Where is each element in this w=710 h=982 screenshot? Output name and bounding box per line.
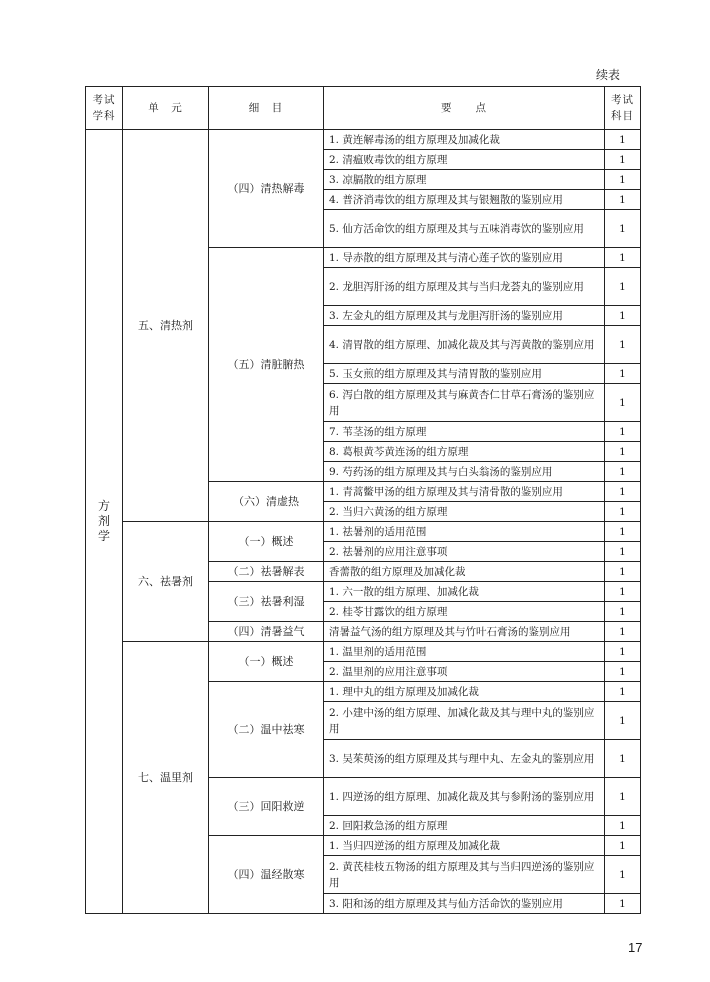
continued-label: 续表 xyxy=(596,68,621,82)
point-cell: 1. 理中丸的组方原理及加减化裁 xyxy=(324,682,605,702)
exam-value-cell: 1 xyxy=(605,856,641,894)
exam-value-cell: 1 xyxy=(605,482,641,502)
exam-value-cell: 1 xyxy=(605,268,641,306)
point-cell: 2. 小建中汤的组方原理、加减化裁及其与理中丸的鉴别应用 xyxy=(324,702,605,740)
header-unit: 单 元 xyxy=(123,87,209,130)
item-cell: （一）概述 xyxy=(209,522,324,562)
point-cell: 3. 凉膈散的组方原理 xyxy=(324,170,605,190)
exam-value-cell: 1 xyxy=(605,740,641,778)
exam-value-cell: 1 xyxy=(605,422,641,442)
table-header-row xyxy=(86,87,641,130)
item-cell: （三）回阳救逆 xyxy=(209,778,324,836)
point-cell: 7. 苇茎汤的组方原理 xyxy=(324,422,605,442)
point-cell: 2. 龙胆泻肝汤的组方原理及其与当归龙荟丸的鉴别应用 xyxy=(324,268,605,306)
point-cell: 2. 桂苓甘露饮的组方原理 xyxy=(324,602,605,622)
exam-value-cell: 1 xyxy=(605,662,641,682)
header-points: 要 点 xyxy=(324,87,605,130)
header-subject: 考试学科 xyxy=(86,87,123,130)
item-cell: （四）清热解毒 xyxy=(209,130,324,248)
table-row xyxy=(86,130,641,150)
exam-value-cell: 1 xyxy=(605,190,641,210)
point-cell: 1. 四逆汤的组方原理、加减化裁及其与参附汤的鉴别应用 xyxy=(324,778,605,816)
point-cell: 5. 玉女煎的组方原理及其与清胃散的鉴别应用 xyxy=(324,364,605,384)
header-item: 细 目 xyxy=(209,87,324,130)
point-cell: 1. 导赤散的组方原理及其与清心莲子饮的鉴别应用 xyxy=(324,248,605,268)
item-cell: （二）温中祛寒 xyxy=(209,682,324,778)
exam-value-cell: 1 xyxy=(605,702,641,740)
point-cell: 2. 温里剂的应用注意事项 xyxy=(324,662,605,682)
item-cell: （三）祛暑利湿 xyxy=(209,582,324,622)
unit-cell: 六、祛暑剂 xyxy=(123,522,209,642)
exam-value-cell: 1 xyxy=(605,522,641,542)
exam-value-cell: 1 xyxy=(605,816,641,836)
exam-value-cell: 1 xyxy=(605,364,641,384)
item-cell: （四）清暑益气 xyxy=(209,622,324,642)
page-number: 17 xyxy=(628,940,643,955)
exam-value-cell: 1 xyxy=(605,170,641,190)
point-cell: 1. 青蒿鳖甲汤的组方原理及其与清骨散的鉴别应用 xyxy=(324,482,605,502)
exam-value-cell: 1 xyxy=(605,502,641,522)
header-exam: 考试科目 xyxy=(605,87,641,130)
item-cell: （二）祛暑解表 xyxy=(209,562,324,582)
unit-cell: 七、温里剂 xyxy=(123,642,209,914)
table-row xyxy=(86,522,641,542)
item-cell: （一）概述 xyxy=(209,642,324,682)
point-cell: 2. 当归六黄汤的组方原理 xyxy=(324,502,605,522)
point-cell: 4. 普济消毒饮的组方原理及其与银翘散的鉴别应用 xyxy=(324,190,605,210)
exam-value-cell: 1 xyxy=(605,542,641,562)
point-cell: 2. 黄芪桂枝五物汤的组方原理及其与当归四逆汤的鉴别应用 xyxy=(324,856,605,894)
point-cell: 香薷散的组方原理及加减化裁 xyxy=(324,562,605,582)
table-body xyxy=(86,130,641,914)
point-cell: 3. 左金丸的组方原理及其与龙胆泻肝汤的鉴别应用 xyxy=(324,306,605,326)
point-cell: 9. 芍药汤的组方原理及其与白头翁汤的鉴别应用 xyxy=(324,462,605,482)
exam-value-cell: 1 xyxy=(605,562,641,582)
exam-value-cell: 1 xyxy=(605,836,641,856)
exam-value-cell: 1 xyxy=(605,642,641,662)
point-cell: 3. 吴茱萸汤的组方原理及其与理中丸、左金丸的鉴别应用 xyxy=(324,740,605,778)
point-cell: 6. 泻白散的组方原理及其与麻黄杏仁甘草石膏汤的鉴别应用 xyxy=(324,384,605,422)
exam-value-cell: 1 xyxy=(605,130,641,150)
exam-value-cell: 1 xyxy=(605,622,641,642)
point-cell: 4. 清胃散的组方原理、加减化裁及其与泻黄散的鉴别应用 xyxy=(324,326,605,364)
exam-value-cell: 1 xyxy=(605,442,641,462)
exam-value-cell: 1 xyxy=(605,384,641,422)
point-cell: 2. 祛暑剂的应用注意事项 xyxy=(324,542,605,562)
exam-value-cell: 1 xyxy=(605,210,641,248)
exam-value-cell: 1 xyxy=(605,582,641,602)
item-cell: （四）温经散寒 xyxy=(209,836,324,914)
exam-value-cell: 1 xyxy=(605,150,641,170)
point-cell: 1. 六一散的组方原理、加减化裁 xyxy=(324,582,605,602)
point-cell: 3. 阳和汤的组方原理及其与仙方活命饮的鉴别应用 xyxy=(324,894,605,914)
exam-value-cell: 1 xyxy=(605,602,641,622)
point-cell: 1. 温里剂的适用范围 xyxy=(324,642,605,662)
exam-value-cell: 1 xyxy=(605,462,641,482)
point-cell: 1. 祛暑剂的适用范围 xyxy=(324,522,605,542)
exam-value-cell: 1 xyxy=(605,326,641,364)
item-cell: （五）清脏腑热 xyxy=(209,248,324,482)
exam-value-cell: 1 xyxy=(605,894,641,914)
point-cell: 2. 回阳救急汤的组方原理 xyxy=(324,816,605,836)
point-cell: 1. 当归四逆汤的组方原理及加减化裁 xyxy=(324,836,605,856)
exam-value-cell: 1 xyxy=(605,306,641,326)
exam-value-cell: 1 xyxy=(605,778,641,816)
point-cell: 8. 葛根黄芩黄连汤的组方原理 xyxy=(324,442,605,462)
unit-cell: 五、清热剂 xyxy=(123,130,209,522)
point-cell: 2. 清瘟败毒饮的组方原理 xyxy=(324,150,605,170)
exam-value-cell: 1 xyxy=(605,248,641,268)
table-row xyxy=(86,642,641,662)
point-cell: 清暑益气汤的组方原理及其与竹叶石膏汤的鉴别应用 xyxy=(324,622,605,642)
syllabus-table xyxy=(85,86,641,914)
item-cell: （六）清虚热 xyxy=(209,482,324,522)
point-cell: 1. 黄连解毒汤的组方原理及加减化裁 xyxy=(324,130,605,150)
point-cell: 5. 仙方活命饮的组方原理及其与五味消毒饮的鉴别应用 xyxy=(324,210,605,248)
exam-value-cell: 1 xyxy=(605,682,641,702)
subject-cell: 方剂学 xyxy=(86,130,123,914)
